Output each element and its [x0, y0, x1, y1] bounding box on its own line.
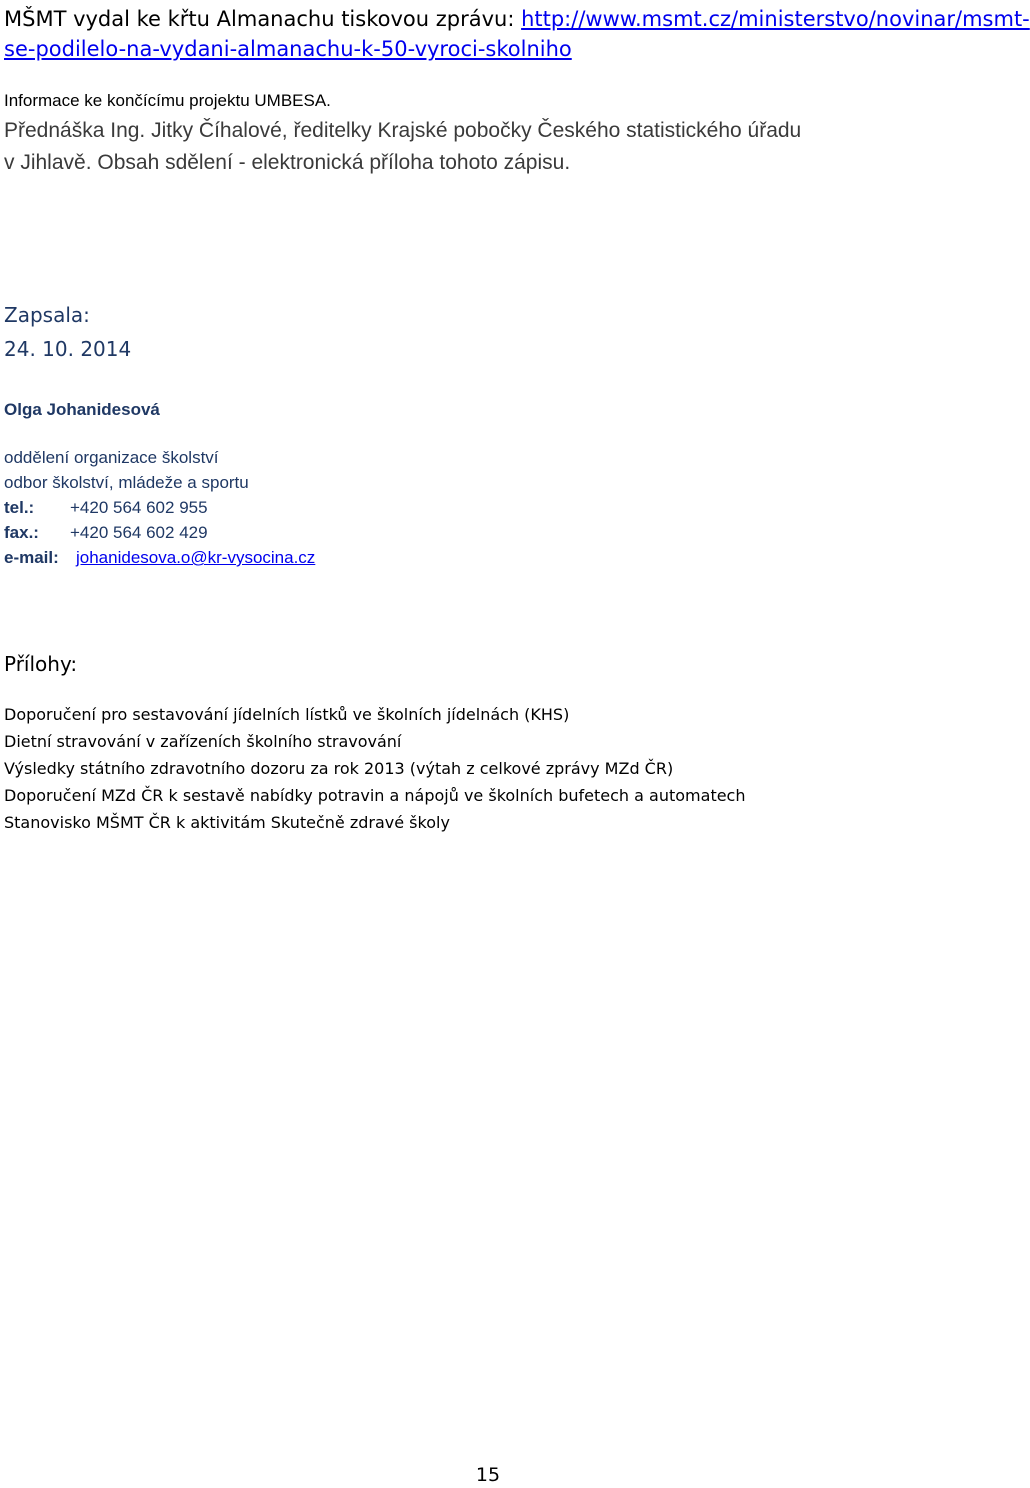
attachment-item: Doporučení pro sestavování jídelních lístků ve školních jídelnách (KHS): [4, 705, 570, 724]
press-release-line: [4, 4, 1030, 34]
recorded-date: 24. 10. 2014: [4, 337, 132, 361]
fax-row: [4, 521, 208, 545]
phone-value: +420 564 602 955: [70, 498, 208, 517]
phone-label: tel.:: [4, 498, 35, 517]
press-release-line-2: [4, 34, 572, 64]
page-number: 15: [475, 1464, 501, 1486]
press-release-link-part1[interactable]: http://www.msmt.cz/ministerstvo/novinar/msmt-: [521, 7, 1030, 31]
umbesa-info: Informace ke končícímu projektu UMBESA.: [4, 91, 331, 110]
attachment-item: Doporučení MZd ČR k sestavě nabídky potravin a nápojů ve školních bufetech a automatech: [4, 786, 746, 805]
lecture-line-1: Přednáška Ing. Jitky Číhalové, ředitelky Krajské pobočky Českého statistického úřadu: [4, 119, 802, 142]
attachment-item: Dietní stravování v zařízeních školního stravování: [4, 732, 402, 751]
author-name: Olga Johanidesová: [4, 400, 160, 419]
fax-value: +420 564 602 429: [70, 523, 208, 542]
lecture-line-2: v Jihlavě. Obsah sdělení - elektronická příloha tohoto zápisu.: [4, 151, 571, 174]
recorded-by-label: Zapsala:: [4, 303, 90, 327]
attachment-item: Výsledky státního zdravotního dozoru za rok 2013 (výtah z celkové zprávy MZd ČR): [4, 759, 674, 778]
attachment-item: Stanovisko MŠMT ČR k aktivitám Skutečně zdravé školy: [4, 813, 450, 832]
press-release-link-part2[interactable]: se-podilelo-na-vydani-almanachu-k-50-vyroci-skolniho: [4, 37, 572, 61]
division: odbor školství, mládeže a sportu: [4, 473, 249, 492]
fax-label: fax.:: [4, 523, 39, 542]
phone-row: [4, 496, 208, 520]
press-release-text: MŠMT vydal ke křtu Almanachu tiskovou zprávu:: [4, 7, 522, 31]
email-link[interactable]: johanidesova.o@kr-vysocina.cz: [76, 548, 316, 567]
email-label: e-mail:: [4, 548, 59, 567]
email-row: [4, 546, 315, 570]
department: oddělení organizace školství: [4, 448, 219, 467]
attachments-heading: Přílohy:: [4, 652, 78, 676]
